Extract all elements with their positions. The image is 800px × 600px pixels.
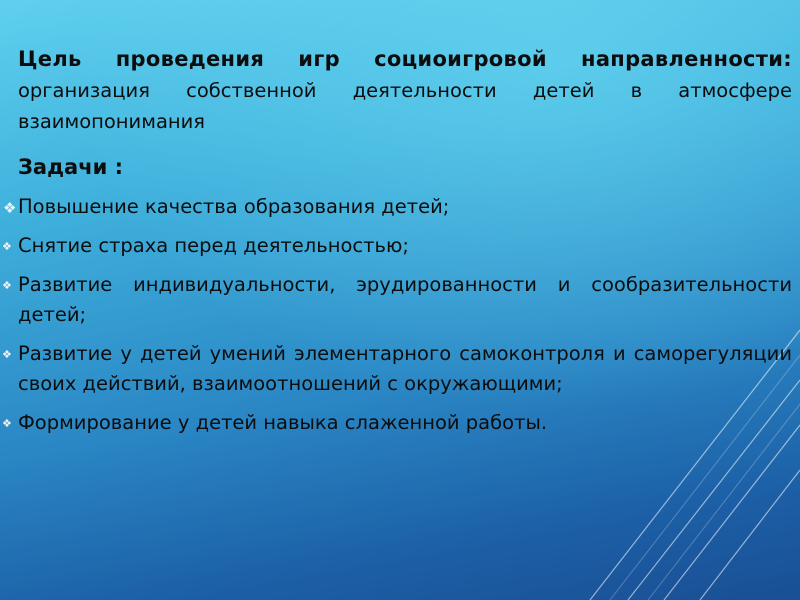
tasks-list: [2, 192, 792, 438]
goal-paragraph: [18, 44, 792, 137]
slide-content: [2, 44, 792, 447]
diamond-bullet-icon: ❖: [3, 199, 17, 217]
tasks-heading: Задачи :: [18, 155, 124, 179]
goal-text: организация собственной деятельности детей в атмосфере взаимопонимания: [18, 79, 792, 133]
task-text: Повышение качества образования детей;: [18, 195, 450, 218]
task-item: [2, 339, 792, 399]
diamond-bullet-icon: ❖: [2, 240, 12, 253]
diamond-bullet-icon: ❖: [2, 417, 12, 430]
diamond-bullet-icon: ❖: [2, 279, 12, 292]
diamond-bullet-icon: ❖: [2, 348, 12, 361]
task-text: Развитие индивидуальности, эрудированности и сообразительности детей;: [18, 273, 792, 326]
goal-title: Цель проведения игр социоигровой направленности:: [18, 47, 792, 71]
task-item: [2, 270, 792, 330]
task-item: [2, 192, 792, 222]
task-text: Развитие у детей умений элементарного самоконтроля и саморегуляции своих действий, взаимоотношений с окружающими;: [18, 342, 792, 395]
task-text: Формирование у детей навыка слаженной работы.: [18, 411, 548, 434]
task-item: [2, 408, 792, 438]
task-item: [2, 231, 792, 261]
task-text: Снятие страха перед деятельностью;: [18, 234, 409, 257]
